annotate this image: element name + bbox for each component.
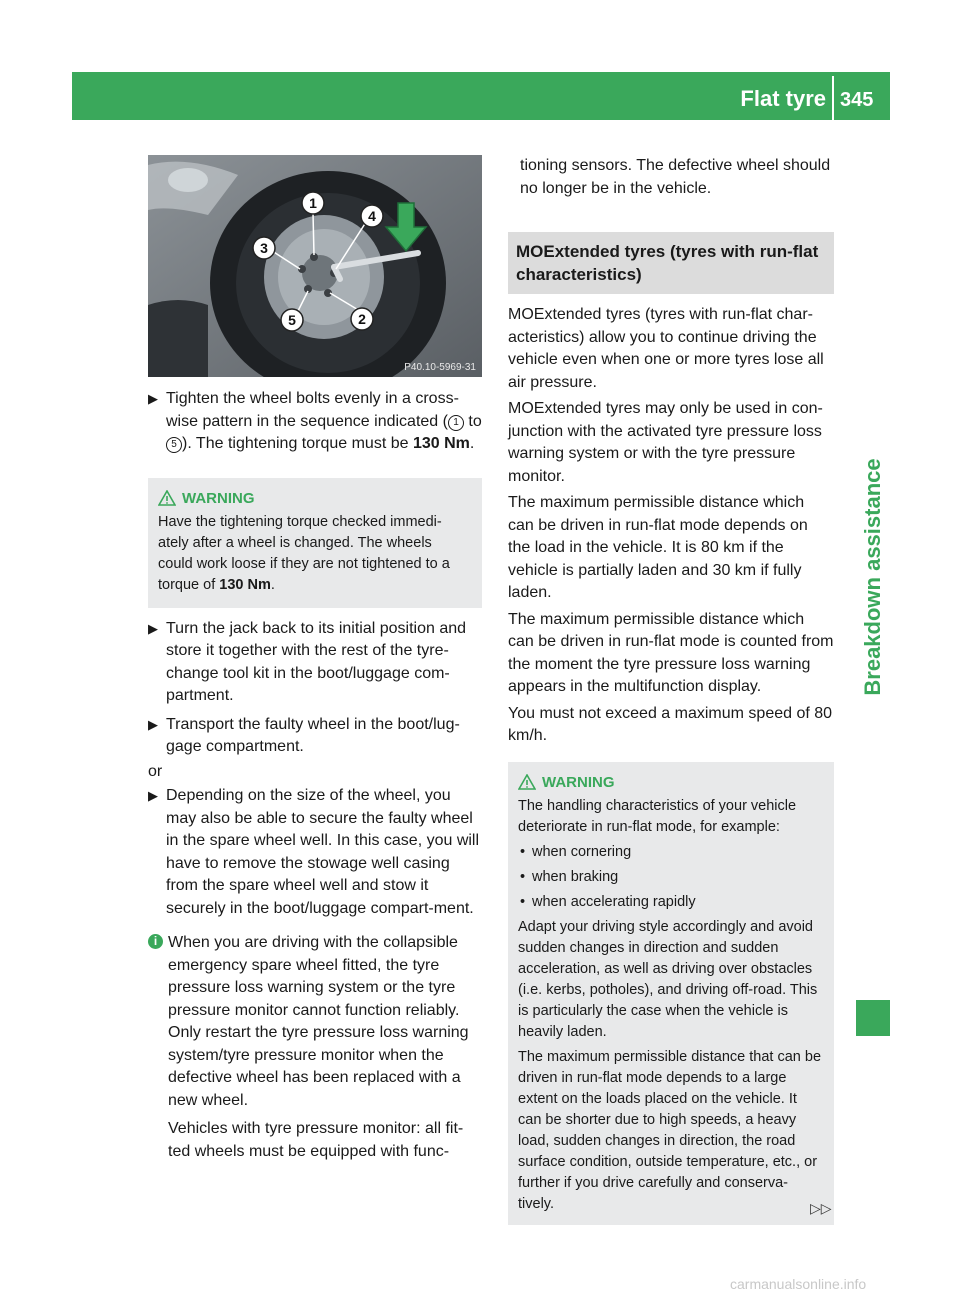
step-arrow-icon: ▶ bbox=[148, 391, 158, 406]
list-item: • when cornering bbox=[518, 842, 822, 863]
instruction-step bbox=[148, 618, 482, 708]
instruction-step bbox=[148, 785, 482, 920]
wheel-bolt-figure bbox=[148, 155, 482, 377]
paragraph: You must not exceed a maximum speed of 80 km/h. bbox=[508, 704, 833, 744]
paragraph: MOExtended tyres may only be used in con-junction with the activated tyre pressure loss warning system or with the tyre pressure monitor. bbox=[508, 400, 823, 485]
list-item: • when braking bbox=[518, 867, 822, 888]
warning-heading bbox=[158, 488, 470, 509]
warning-text: Adapt your driving style accordingly and avoid sudden changes in direction and sudden acceleration, as well as driving over obstacles (i.e. kerbs, potholes), and driving off-road. This is particularly the case when the vehicle is heavily laden. bbox=[518, 918, 818, 1040]
or-label: or bbox=[148, 762, 163, 780]
step-text-paren: ( bbox=[442, 412, 448, 430]
continuation-text: tioning sensors. The defective wheel should no longer be in the vehicle. bbox=[520, 157, 831, 197]
paragraph: The maximum permissible distance which can be driven in run-flat mode depends on the load in the vehicle. It is 80 km if the vehicle is partially laden and 30 km if fully laden. bbox=[508, 494, 808, 601]
info-note bbox=[148, 932, 482, 1163]
callout-5-label: 5 bbox=[288, 312, 296, 328]
step-text: Turn the jack back to its initial position and store it together with the rest of the tyre-change tool kit in the boot/luggage com-partment. bbox=[166, 619, 467, 704]
page-title: Flat tyre bbox=[740, 86, 826, 111]
header-separator bbox=[832, 76, 834, 120]
step-arrow-icon: ▶ bbox=[148, 788, 158, 803]
warning-text: The handling characteristics of your vehicle deteriorate in run-flat mode, for example: bbox=[518, 797, 797, 835]
wheel-illustration bbox=[148, 155, 482, 377]
step-text: Tighten the wheel bolts evenly in a cross-wise pattern in the sequence indicated bbox=[166, 390, 459, 430]
warning-triangle-icon bbox=[518, 774, 536, 790]
warning-text-end: . bbox=[270, 576, 275, 593]
warning-torque: 130 Nm bbox=[219, 576, 271, 593]
list-item: • when accelerating rapidly bbox=[518, 892, 822, 913]
torque-value: 130 Nm bbox=[412, 435, 470, 452]
instruction-step bbox=[148, 388, 482, 456]
callout-3-label: 3 bbox=[260, 240, 268, 256]
callout-1-label: 1 bbox=[309, 195, 317, 211]
info-text: Vehicles with tyre pressure monitor: all fit-ted wheels must be equipped with func- bbox=[168, 1120, 464, 1160]
watermark: carmanualsonline.info bbox=[730, 1276, 867, 1292]
section-tab-marker bbox=[856, 1000, 890, 1036]
callout-ref-5: 5 bbox=[166, 437, 182, 453]
step-text: Transport the faulty wheel in the boot/lug-gage compartment. bbox=[166, 715, 460, 755]
step-arrow-icon: ▶ bbox=[148, 620, 158, 636]
warning-triangle-icon bbox=[158, 490, 176, 506]
left-column bbox=[148, 388, 482, 1163]
step-text: Depending on the size of the wheel, you may also be able to secure the faulty wheel in the spare wheel well. In this case, you will have to remove the stowage well casing from the spare wheel well and stow it securely in the boot/luggage compart-ment. bbox=[166, 787, 480, 917]
warning-title: WARNING bbox=[542, 773, 615, 791]
callout-2-label: 2 bbox=[358, 311, 366, 327]
warning-box bbox=[148, 478, 482, 608]
warning-text: Have the tightening torque checked immedi-ately after a wheel is changed. The wheels could work loose if they are not tightened to a torque of bbox=[158, 513, 450, 593]
instruction-step bbox=[148, 714, 482, 759]
callout-4-label: 4 bbox=[368, 208, 376, 224]
section-tab-label: Breakdown assistance bbox=[860, 458, 885, 696]
step-text-end: . bbox=[469, 435, 475, 452]
step-arrow-icon: ▶ bbox=[148, 716, 158, 732]
paragraph: The maximum permissible distance which can be driven in run-flat mode is counted from the moment the tyre pressure loss warning appears in the multifunction display. bbox=[508, 610, 834, 695]
info-text: When you are driving with the collapsible emergency spare wheel fitted, the tyre pressure loss warning system or the tyre pressure monitor cannot function reliably. Only restart the tyre pressure loss warning system/tyre pressure monitor when the defective wheel has been replaced with a new wheel. bbox=[168, 934, 469, 1109]
step-text-to: to bbox=[468, 412, 482, 430]
warning-title: WARNING bbox=[182, 489, 255, 507]
step-text-cont: ). The tightening torque must be bbox=[182, 435, 409, 452]
warning-text: The maximum permissible distance that can be driven in run-flat mode depends to a large extent on the loads placed on the vehicle. It can be shorter due to high speeds, a heavy load, sudden changes in direction, the road surface condition, outside temperature, etc., or further if you drive carefully and conserva-tively. bbox=[518, 1048, 822, 1212]
info-icon: i bbox=[148, 934, 163, 949]
right-column bbox=[508, 155, 834, 1225]
page-number: 345 bbox=[840, 89, 874, 111]
warning-heading bbox=[518, 772, 822, 793]
continue-marker: ▷▷ bbox=[810, 1200, 832, 1216]
figure-code: P40.10-5969-31 bbox=[404, 362, 476, 373]
section-heading: MOExtended tyres (tyres with run-flat characteristics) bbox=[508, 232, 834, 294]
callout-ref-1: 1 bbox=[448, 415, 464, 431]
warning-box bbox=[508, 762, 834, 1225]
paragraph: MOExtended tyres (tyres with run-flat char-acteristics) allow you to continue driving the vehicle even when one or more tyres lose all air pressure. bbox=[508, 306, 824, 391]
